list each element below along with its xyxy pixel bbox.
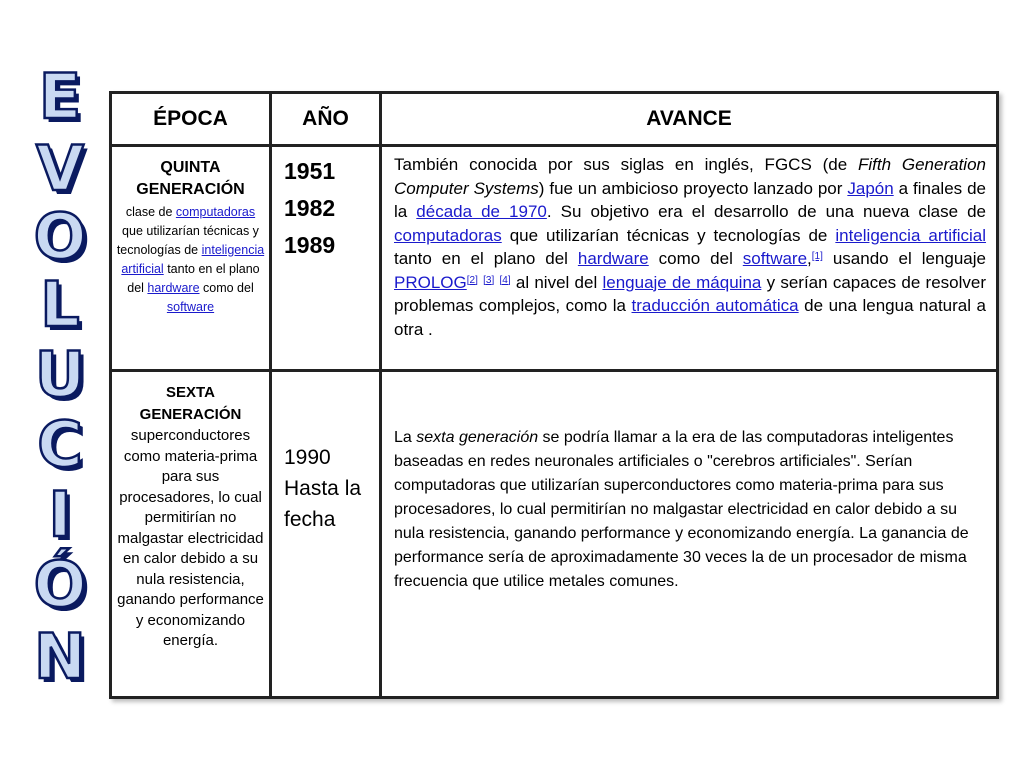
link-software[interactable]: software	[166, 300, 215, 314]
title-letter-6: C	[37, 408, 83, 481]
header-anio: AÑO	[271, 93, 381, 146]
text: al nivel del	[510, 272, 603, 292]
link-japon[interactable]: Japón	[847, 178, 894, 198]
desc-text: que utilizarían técnicas y tecnologías de	[116, 224, 259, 257]
text: a finales de la	[394, 178, 986, 221]
title-letter-4: L	[40, 268, 80, 341]
generation-title-line1: SEXTA	[166, 384, 215, 401]
vertical-title-evolucion	[14, 60, 106, 696]
text: que utilizarían técnicas y tecnologías de	[501, 225, 836, 245]
cell-avance-quinta	[381, 146, 998, 371]
text: También conocida por sus siglas en inglés, FGCS (de	[394, 155, 858, 174]
text: La	[394, 429, 417, 446]
table-header-row	[111, 93, 998, 146]
years-list	[272, 372, 379, 535]
link-hardware[interactable]: hardware	[577, 249, 649, 268]
desc-text: tanto en el plano del	[127, 262, 260, 295]
text: como del	[648, 249, 743, 268]
text: se podría llamar a la era de las computadoras inteligentes baseadas en redes neuronales artificiales o "cerebros artificiales". Serían computadoras que utilizarían superconductores como materia-prima para sus procesadores, lo cual permitirían no malgastar electricidad en calor debido a su nula resistencia, ganando performance y economizando energía. La ganancia de performance sería de aproximadamente 30 veces la de un procesador de misma frecuencia que utilice metales comunes.	[394, 429, 969, 590]
cell-epoca-quinta	[111, 146, 271, 371]
title-letter-8: Ó	[33, 548, 87, 621]
link-traduccion-automatica[interactable]: traducción automática	[631, 296, 799, 315]
ref-link-1[interactable]: [1]	[811, 251, 823, 262]
text: ,	[807, 249, 812, 268]
title-letter-3: O	[33, 200, 87, 273]
title-letter-2: V	[36, 132, 84, 205]
title-letter-1: E	[38, 60, 82, 133]
link-software[interactable]: software	[742, 249, 808, 268]
cell-avance-sexta	[381, 371, 998, 698]
year: 1982	[284, 195, 336, 221]
generation-title	[112, 382, 269, 426]
desc-text: clase de	[125, 205, 176, 219]
text: . Su objetivo era el desarrollo de una nueva clase de	[546, 202, 986, 221]
generation-title-line2: GENERACIÓN	[139, 406, 242, 423]
year: 1990	[284, 446, 331, 469]
link-inteligencia-artificial[interactable]: inteligencia artificial	[121, 243, 265, 276]
text: ) fue un ambicioso proyecto lanzado por	[538, 178, 848, 198]
title-letter-9: N	[34, 620, 86, 693]
text: usando el lenguaje	[822, 249, 986, 268]
year-until-now: Hasta la fecha	[284, 477, 362, 531]
generation-title	[112, 157, 269, 201]
generations-table	[109, 91, 999, 699]
text: de una lengua natural a otra .	[394, 296, 986, 339]
link-computadoras[interactable]: computadoras	[394, 225, 502, 245]
ref-link-3[interactable]: [3]	[483, 274, 495, 286]
table-row	[111, 146, 998, 371]
years-list	[272, 147, 379, 264]
link-lenguaje-de-maquina[interactable]: lenguaje de máquina	[602, 272, 762, 292]
title-letter-7: I	[48, 478, 72, 551]
title-letter-5: U	[34, 338, 86, 411]
cell-anio-sexta	[271, 371, 381, 698]
year: 1989	[284, 232, 336, 258]
link-decada-1970[interactable]: década de 1970	[416, 202, 547, 221]
cell-anio-quinta	[271, 146, 381, 371]
header-avance: AVANCE	[381, 93, 998, 146]
header-epoca: ÉPOCA	[111, 93, 271, 146]
year: 1951	[284, 158, 336, 184]
link-inteligencia-artificial[interactable]: inteligencia artificial	[835, 225, 987, 245]
avance-paragraph	[382, 147, 996, 341]
text: tanto en el plano del	[394, 249, 578, 268]
italic-text: sexta generación	[416, 429, 539, 446]
link-prolog[interactable]: PROLOG	[394, 272, 467, 292]
desc-text: como del	[199, 281, 254, 295]
cell-epoca-sexta	[111, 371, 271, 698]
link-computadoras[interactable]: computadoras	[175, 205, 256, 219]
avance-paragraph	[382, 372, 996, 594]
text: y serían capaces de resolver problemas complejos, como la	[394, 272, 986, 315]
italic-text: Fifth Generation Computer Systems	[394, 155, 986, 198]
link-hardware[interactable]: hardware	[147, 281, 200, 295]
generation-description: superconductores como materia-prima para sus procesadores, lo cual permitirían no malgastar electricidad en calor debido a su nula resistencia, ganando performance y economizando energía.	[117, 427, 264, 649]
table-row	[111, 371, 998, 698]
ref-link-4[interactable]: [4]	[499, 274, 511, 286]
generation-title-line2: GENERACIÓN	[136, 181, 245, 198]
generation-title-line1: QUINTA	[160, 159, 221, 176]
ref-link-2[interactable]: [2]	[466, 274, 478, 286]
generation-description	[112, 201, 269, 317]
